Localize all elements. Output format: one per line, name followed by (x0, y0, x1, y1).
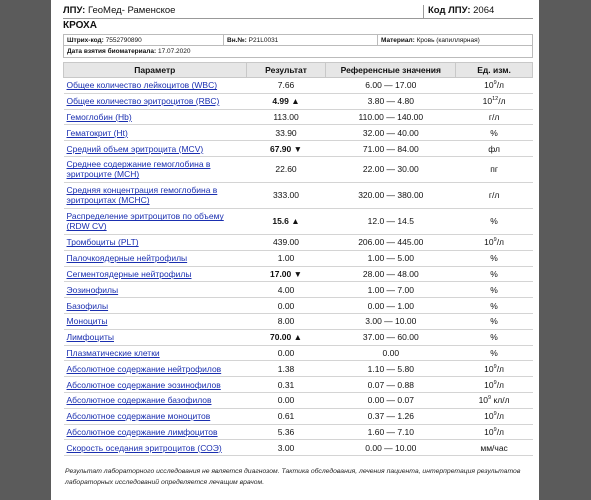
unit (456, 408, 533, 424)
parameter-link[interactable]: Абсолютное содержание моноцитов (64, 408, 247, 424)
reference-range: 206.00 — 445.00 (326, 234, 456, 250)
parameter-link[interactable]: Базофилы (64, 298, 247, 314)
parameter-link[interactable]: Тромбоциты (PLT) (64, 234, 247, 250)
table-row (64, 250, 533, 266)
unit-base: % (490, 127, 498, 138)
parameter-link[interactable]: Распределение эритроцитов по объему (RDW CV) (64, 208, 247, 234)
table-row (64, 313, 533, 329)
parameter-link[interactable]: Эозинофилы (64, 282, 247, 298)
parameter-link[interactable]: Общее количество эритроцитов (RBC) (64, 93, 247, 109)
reference-range: 0.00 — 0.07 (326, 392, 456, 408)
result-value: 3.00 (246, 440, 326, 456)
reference-range: 1.00 — 7.00 (326, 282, 456, 298)
unit-base: % (490, 253, 498, 264)
unit (456, 345, 533, 361)
unit-exponent: 9 (493, 80, 497, 87)
barcode-label: Штрих-код: (67, 37, 104, 44)
unit (456, 282, 533, 298)
unit-exponent: 9 (488, 395, 492, 402)
unit-base: % (490, 347, 498, 358)
reference-range: 0.00 — 1.00 (326, 298, 456, 314)
result-value: 22.60 (246, 156, 326, 182)
unit (456, 440, 533, 456)
reference-range: 12.0 — 14.5 (326, 208, 456, 234)
reference-range: 1.10 — 5.80 (326, 361, 456, 377)
unit-base: фл (488, 143, 500, 154)
table-row (64, 345, 533, 361)
table-row (64, 408, 533, 424)
parameter-link[interactable]: Общее количество лейкоцитов (WBC) (64, 78, 247, 94)
reference-range: 0.37 — 1.26 (326, 408, 456, 424)
reference-range: 0.00 — 10.00 (326, 440, 456, 456)
internal-number-cell (224, 35, 378, 45)
table-row (64, 440, 533, 456)
collection-date-cell (64, 46, 532, 57)
unit (456, 182, 533, 208)
unit-exponent: 9 (493, 237, 497, 244)
sample-meta-row (63, 34, 533, 46)
reference-range: 1.00 — 5.00 (326, 250, 456, 266)
unit-base: 10 (484, 363, 494, 374)
parameter-link[interactable]: Средняя концентрация гемоглобина в эритроцитах (MCHC) (64, 182, 247, 208)
unit-base: % (490, 300, 498, 311)
unit (456, 78, 533, 94)
table-row (64, 377, 533, 393)
unit-base: мм/час (480, 442, 508, 453)
result-value: 17.00 ▼ (246, 266, 326, 282)
unit-base: 10 (484, 80, 494, 91)
unit-base: г/л (488, 111, 500, 122)
table-row (64, 329, 533, 345)
col-header-result: Результат (246, 63, 326, 78)
result-value: 0.00 (246, 298, 326, 314)
internal-number-value: P21L0031 (248, 37, 279, 44)
table-row (64, 182, 533, 208)
parameter-link[interactable]: Лимфоциты (64, 329, 247, 345)
unit (456, 109, 533, 125)
result-value: 0.31 (246, 377, 326, 393)
parameter-link[interactable]: Абсолютное содержание базофилов (64, 392, 247, 408)
result-value: 0.00 (246, 345, 326, 361)
table-row (64, 109, 533, 125)
parameter-link[interactable]: Абсолютное содержание эозинофилов (64, 377, 247, 393)
lpu-field (63, 5, 423, 18)
lpu-header-row (63, 5, 533, 19)
unit-exponent: 9 (493, 427, 497, 434)
results-table (63, 62, 533, 456)
reference-range: 110.00 — 140.00 (326, 109, 456, 125)
result-value: 333.00 (246, 182, 326, 208)
parameter-link[interactable]: Сегментоядерные нейтрофилы (64, 266, 247, 282)
col-header-reference: Референсные значения (326, 63, 456, 78)
lpu-code-field (423, 5, 533, 18)
reference-range: 32.00 — 40.00 (326, 125, 456, 141)
unit (456, 392, 533, 408)
table-row (64, 141, 533, 157)
unit-base: 10 (478, 395, 489, 406)
parameter-link[interactable]: Моноциты (64, 313, 247, 329)
lpu-code-label: Код ЛПУ: (428, 5, 471, 16)
lpu-code-value: 2064 (473, 5, 495, 16)
reference-range: 1.60 — 7.10 (326, 424, 456, 440)
disclaimer-footnote: Результат лабораторного исследования не является диагнозом. Тактика обследования, лечения пациента, интерпретация результатов лабораторных исследований определяется лечащим врачом. (65, 468, 521, 486)
result-value: 7.66 (246, 78, 326, 94)
result-value: 8.00 (246, 313, 326, 329)
barcode-cell (64, 35, 224, 45)
material-cell (378, 35, 532, 45)
barcode-value: 7552790890 (105, 37, 142, 44)
lpu-label: ЛПУ: (63, 5, 86, 16)
reference-range: 28.00 — 48.00 (326, 266, 456, 282)
unit-base: пг (490, 164, 498, 175)
table-row (64, 125, 533, 141)
internal-number-label: Вн.№: (227, 37, 247, 44)
reference-range: 3.00 — 10.00 (326, 313, 456, 329)
reference-range: 37.00 — 60.00 (326, 329, 456, 345)
unit-base: % (490, 216, 498, 227)
unit (456, 250, 533, 266)
result-value: 33.90 (246, 125, 326, 141)
col-header-parameter: Параметр (64, 63, 247, 78)
result-value: 4.99 ▲ (246, 93, 326, 109)
unit-tail: /л (496, 379, 505, 390)
parameter-link[interactable]: Абсолютное содержание лимфоцитов (64, 424, 247, 440)
table-row (64, 78, 533, 94)
unit-base: 10 (484, 237, 494, 248)
unit (456, 329, 533, 345)
table-row (64, 282, 533, 298)
unit-exponent: 12 (492, 96, 499, 103)
unit-base: % (490, 332, 498, 343)
table-row (64, 93, 533, 109)
parameter-link[interactable]: Плазматические клетки (64, 345, 247, 361)
table-row (64, 424, 533, 440)
unit-base: % (490, 284, 498, 295)
table-header-row (64, 63, 533, 78)
reference-range: 0.00 (326, 345, 456, 361)
unit-base: 10 (482, 96, 493, 107)
unit-tail: /л (496, 237, 505, 248)
unit-exponent: 9 (493, 379, 497, 386)
unit (456, 208, 533, 234)
table-row (64, 298, 533, 314)
parameter-link[interactable]: Средний объем эритроцита (MCV) (64, 141, 247, 157)
unit-tail: /л (498, 96, 506, 107)
unit-base: 10 (484, 411, 494, 422)
reference-range: 0.07 — 0.88 (326, 377, 456, 393)
unit (456, 424, 533, 440)
unit-base: г/л (488, 190, 500, 201)
unit (456, 313, 533, 329)
parameter-link[interactable]: Среднее содержание гемоглобина в эритроците (MCH) (64, 156, 247, 182)
collection-date-row (63, 46, 533, 58)
parameter-link[interactable]: Палочкоядерные нейтрофилы (64, 250, 247, 266)
parameter-link[interactable]: Гемоглобин (Hb) (64, 109, 247, 125)
table-row (64, 361, 533, 377)
unit (456, 266, 533, 282)
unit-tail: /л (496, 426, 505, 437)
result-value: 15.6 ▲ (246, 208, 326, 234)
material-value: Кровь (капиллярная) (416, 37, 480, 44)
unit (456, 156, 533, 182)
unit (456, 125, 533, 141)
result-value: 1.00 (246, 250, 326, 266)
lab-report-page (51, 0, 539, 500)
material-label: Материал: (381, 37, 415, 44)
unit (456, 361, 533, 377)
parameter-link[interactable]: Абсолютное содержание нейтрофилов (64, 361, 247, 377)
result-value: 0.00 (246, 392, 326, 408)
unit (456, 298, 533, 314)
unit-tail: кл/л (491, 395, 510, 406)
table-row (64, 156, 533, 182)
result-value: 113.00 (246, 109, 326, 125)
reference-range: 22.00 — 30.00 (326, 156, 456, 182)
lpu-value: ГеоМед- Раменское (87, 5, 176, 16)
unit (456, 234, 533, 250)
unit-base: % (490, 268, 498, 279)
result-value: 4.00 (246, 282, 326, 298)
result-value: 439.00 (246, 234, 326, 250)
col-header-unit: Ед. изм. (456, 63, 533, 78)
result-value: 67.90 ▼ (246, 141, 326, 157)
unit-base: 10 (484, 426, 494, 437)
result-value: 1.38 (246, 361, 326, 377)
collection-date-value: 17.07.2020 (157, 48, 191, 55)
unit-tail: /л (496, 80, 505, 91)
reference-range: 71.00 — 84.00 (326, 141, 456, 157)
collection-date-label: Дата взятия биоматериала: (67, 48, 157, 55)
reference-range: 320.00 — 380.00 (326, 182, 456, 208)
unit-base: % (490, 316, 498, 327)
reference-range: 3.80 — 4.80 (326, 93, 456, 109)
parameter-link[interactable]: Гематокрит (Ht) (64, 125, 247, 141)
table-row (64, 392, 533, 408)
result-value: 70.00 ▲ (246, 329, 326, 345)
unit (456, 141, 533, 157)
unit-tail: /л (496, 411, 505, 422)
unit-tail: /л (496, 363, 505, 374)
result-value: 0.61 (246, 408, 326, 424)
unit-exponent: 9 (493, 411, 497, 418)
reference-range: 6.00 — 17.00 (326, 78, 456, 94)
table-row (64, 234, 533, 250)
table-row (64, 266, 533, 282)
table-row (64, 208, 533, 234)
unit (456, 93, 533, 109)
patient-name: КРОХА (63, 20, 97, 31)
parameter-link[interactable]: Скорость оседания эритроцитов (СОЭ) (64, 440, 247, 456)
unit (456, 377, 533, 393)
result-value: 5.36 (246, 424, 326, 440)
unit-base: 10 (484, 379, 494, 390)
unit-exponent: 9 (493, 363, 497, 370)
